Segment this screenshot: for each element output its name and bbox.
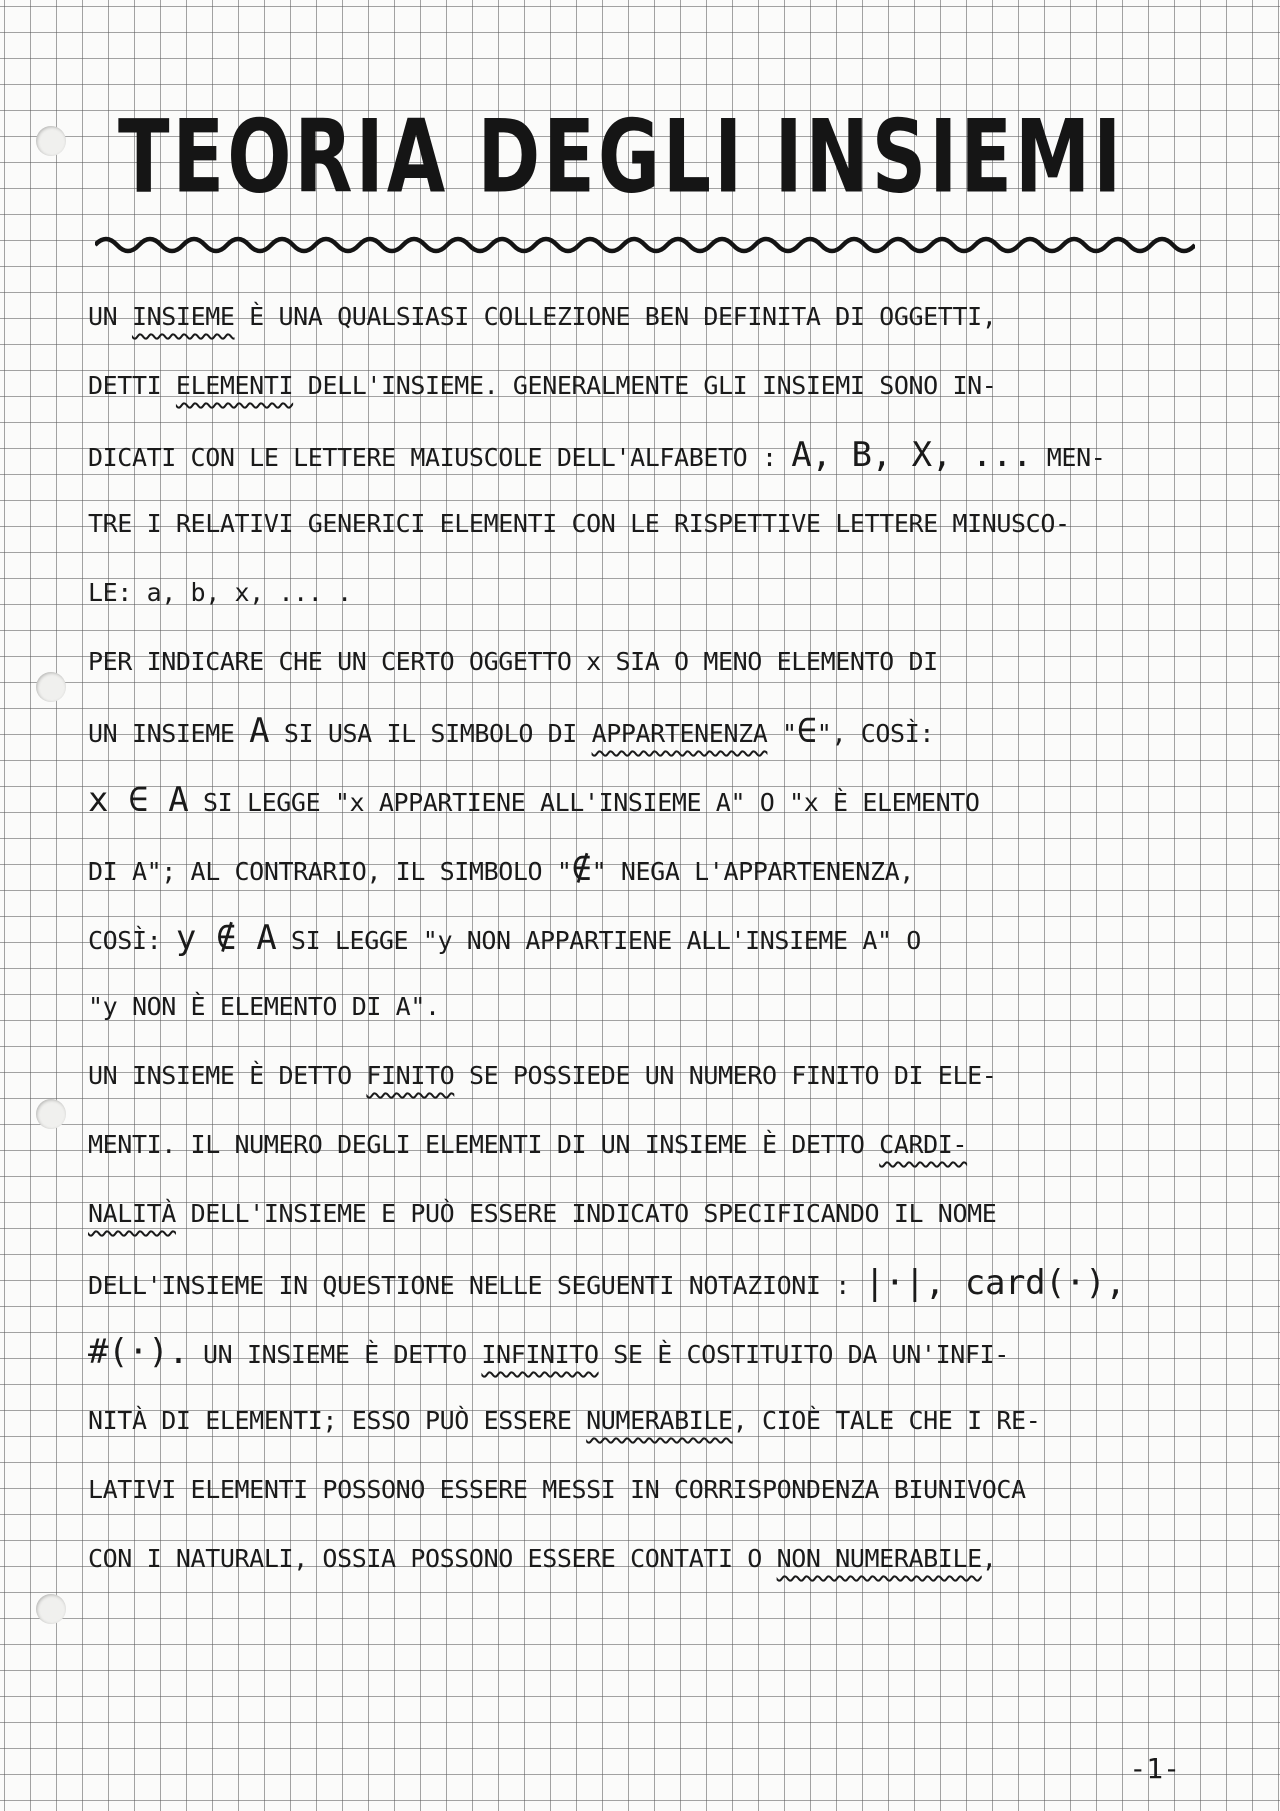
text-run: SI USA IL SIMBOLO DI bbox=[269, 719, 592, 748]
text-line bbox=[88, 1258, 1213, 1327]
title-underline bbox=[95, 232, 1195, 258]
text-line bbox=[88, 1327, 1213, 1396]
binder-hole bbox=[36, 672, 66, 702]
defined-term: NON NUMERABILE bbox=[776, 1544, 982, 1573]
text-run: UN INSIEME bbox=[88, 719, 250, 748]
text-line bbox=[88, 913, 1213, 982]
binder-hole bbox=[36, 1099, 66, 1129]
math-notation: A bbox=[249, 711, 270, 751]
text-line bbox=[88, 844, 1213, 913]
text-run: DICATI CON LE LETTERE MAIUSCOLE DELL'ALFABETO : bbox=[88, 443, 792, 472]
defined-term: APPARTENENZA bbox=[591, 719, 768, 748]
page-title: TEORIA DEGLI INSIEMI bbox=[118, 98, 1125, 216]
defined-term: NALITÀ bbox=[88, 1199, 176, 1228]
defined-term: INFINITO bbox=[481, 1340, 599, 1369]
text-run: " NEGA L'APPARTENENZA, bbox=[591, 857, 914, 886]
math-notation: #(·). bbox=[88, 1332, 189, 1372]
text-line bbox=[88, 637, 1213, 706]
text-run: NITÀ DI ELEMENTI; ESSO PUÒ ESSERE bbox=[88, 1406, 587, 1435]
text-line bbox=[88, 430, 1213, 499]
text-line bbox=[88, 982, 1213, 1051]
text-line bbox=[88, 568, 1213, 637]
text-run: CON I NATURALI, OSSIA POSSONO ESSERE CONTATI O bbox=[88, 1544, 777, 1573]
text-line bbox=[88, 361, 1213, 430]
text-run: DELL'INSIEME E PUÒ ESSERE INDICATO SPECIFICANDO IL NOME bbox=[175, 1199, 997, 1228]
math-notation: ∈ bbox=[796, 711, 817, 751]
defined-term: INSIEME bbox=[131, 302, 235, 331]
text-line bbox=[88, 706, 1213, 775]
text-run: UN bbox=[88, 302, 132, 331]
math-notation: y ∉ A bbox=[175, 918, 277, 958]
math-notation: ∉ bbox=[571, 849, 592, 889]
text-run: È UNA QUALSIASI COLLEZIONE BEN DEFINITA DI OGGETTI, bbox=[234, 302, 997, 331]
math-notation: x ∈ A bbox=[88, 780, 189, 820]
text-run: DI A"; AL CONTRARIO, IL SIMBOLO " bbox=[88, 857, 572, 886]
text-run: ", COSÌ: bbox=[816, 719, 935, 748]
text-run: , bbox=[981, 1544, 997, 1573]
text-line bbox=[88, 1396, 1213, 1465]
text-run: , CIOÈ TALE CHE I RE- bbox=[732, 1406, 1041, 1435]
binder-hole bbox=[36, 126, 66, 156]
defined-term: NUMERABILE bbox=[586, 1406, 733, 1435]
defined-term: ELEMENTI bbox=[175, 371, 294, 400]
text-run: DETTI bbox=[88, 371, 176, 400]
defined-term: CARDI- bbox=[879, 1130, 968, 1159]
notes-body bbox=[88, 292, 1213, 1603]
text-run: DELL'INSIEME IN QUESTIONE NELLE SEGUENTI NOTAZIONI : bbox=[88, 1271, 865, 1300]
text-run: UN INSIEME È DETTO bbox=[188, 1340, 482, 1369]
text-line bbox=[88, 1465, 1213, 1534]
text-line bbox=[88, 1534, 1213, 1603]
text-run: UN INSIEME È DETTO bbox=[88, 1061, 367, 1090]
math-notation: A, B, X, ... bbox=[791, 435, 1033, 475]
text-line bbox=[88, 775, 1213, 844]
text-run: " bbox=[767, 719, 797, 748]
text-run: TRE I RELATIVI GENERICI ELEMENTI CON LE RISPETTIVE LETTERE MINUSCO- bbox=[88, 509, 1070, 538]
text-run: SE È COSTITUITO DA UN'INFI- bbox=[598, 1340, 1009, 1369]
text-line bbox=[88, 292, 1213, 361]
text-line bbox=[88, 1189, 1213, 1258]
defined-term: FINITO bbox=[366, 1061, 455, 1090]
text-run: LATIVI ELEMENTI POSSONO ESSERE MESSI IN CORRISPONDENZA BIUNIVOCA bbox=[88, 1475, 1026, 1504]
text-line bbox=[88, 499, 1213, 568]
text-run: MEN- bbox=[1032, 443, 1106, 472]
text-run: SE POSSIEDE UN NUMERO FINITO DI ELE- bbox=[454, 1061, 997, 1090]
text-run: "y NON È ELEMENTO DI A". bbox=[88, 992, 440, 1021]
text-line bbox=[88, 1051, 1213, 1120]
text-run: PER INDICARE CHE UN CERTO OGGETTO x SIA O MENO ELEMENTO DI bbox=[88, 647, 938, 676]
text-run: COSÌ: bbox=[88, 926, 176, 955]
binder-hole bbox=[36, 1594, 66, 1624]
text-line bbox=[88, 1120, 1213, 1189]
math-notation: |·|, card(·), bbox=[864, 1263, 1126, 1303]
text-run: LE: a, b, x, ... . bbox=[88, 578, 352, 607]
text-run: DELL'INSIEME. GENERALMENTE GLI INSIEMI SONO IN- bbox=[293, 371, 997, 400]
page-number: -1- bbox=[1129, 1752, 1180, 1785]
text-run: MENTI. IL NUMERO DEGLI ELEMENTI DI UN INSIEME È DETTO bbox=[88, 1130, 880, 1159]
text-run: SI LEGGE "x APPARTIENE ALL'INSIEME A" O "x È ELEMENTO bbox=[188, 788, 980, 817]
text-run: SI LEGGE "y NON APPARTIENE ALL'INSIEME A" O bbox=[276, 926, 921, 955]
